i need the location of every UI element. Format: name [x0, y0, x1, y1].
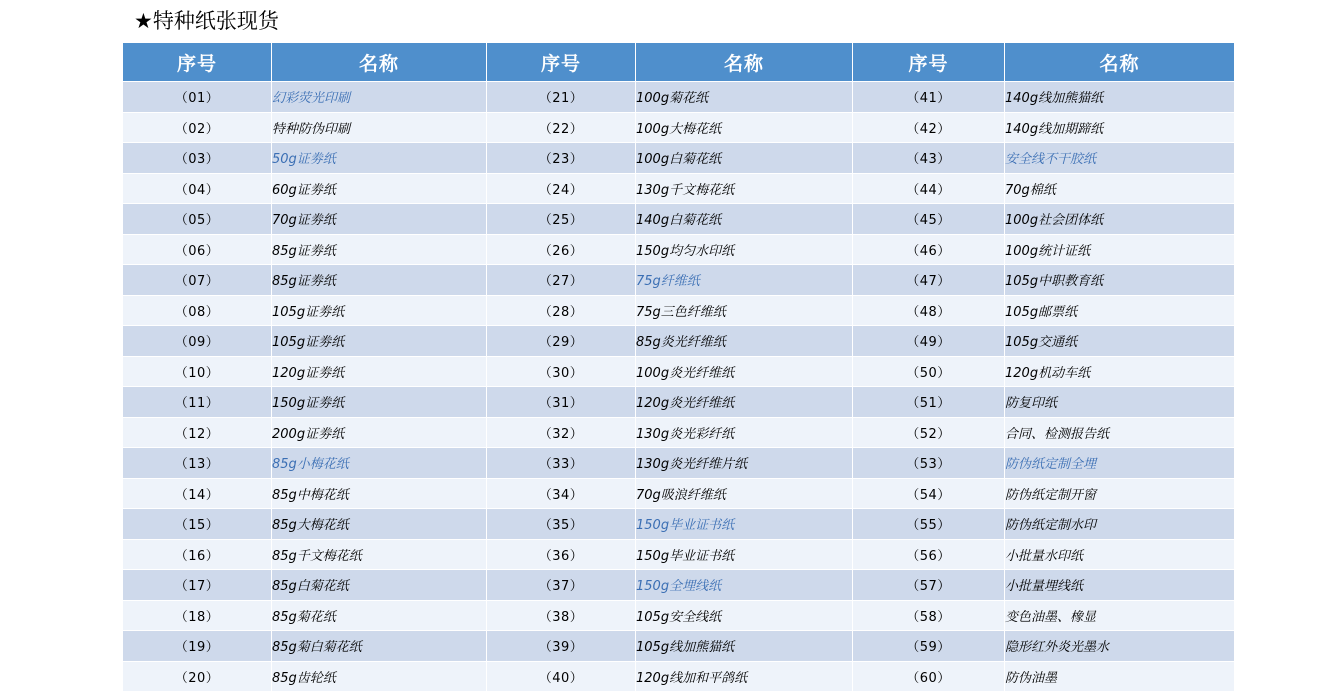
cell-index-1: （02）: [123, 112, 272, 143]
cell-name-1: 85g千文梅花纸: [272, 539, 487, 570]
column-header-name-1: 名称: [272, 43, 487, 82]
cell-index-2: （32）: [487, 417, 636, 448]
cell-index-1: （11）: [123, 387, 272, 418]
cell-name-1: 105g证劵纸: [272, 295, 487, 326]
table-row: [123, 295, 1235, 326]
cell-name-1: 150g证劵纸: [272, 387, 487, 418]
cell-index-1: （03）: [123, 143, 272, 174]
cell-name-1: 105g证劵纸: [272, 326, 487, 357]
cell-index-3: （43）: [853, 143, 1005, 174]
cell-name-2: 130g千文梅花纸: [636, 173, 853, 204]
cell-index-2: （39）: [487, 631, 636, 662]
cell-index-3: （55）: [853, 509, 1005, 540]
cell-name-1: 85g小梅花纸: [272, 448, 487, 479]
table-row: [123, 326, 1235, 357]
cell-index-2: （29）: [487, 326, 636, 357]
table-row: [123, 478, 1235, 509]
cell-index-1: （18）: [123, 600, 272, 631]
cell-name-1: 85g证劵纸: [272, 265, 487, 296]
cell-name-2: 75g三色纤维纸: [636, 295, 853, 326]
cell-name-1: 85g中梅花纸: [272, 478, 487, 509]
table-row: [123, 387, 1235, 418]
cell-name-1: 120g证劵纸: [272, 356, 487, 387]
cell-index-3: （58）: [853, 600, 1005, 631]
cell-name-3: 105g中职教育纸: [1005, 265, 1235, 296]
cell-index-1: （19）: [123, 631, 272, 662]
cell-name-2: 100g炎光纤维纸: [636, 356, 853, 387]
paper-stock-table: [122, 42, 1235, 692]
table-row: [123, 448, 1235, 479]
table-row: [123, 509, 1235, 540]
cell-index-1: （15）: [123, 509, 272, 540]
cell-index-3: （46）: [853, 234, 1005, 265]
table-row: [123, 661, 1235, 692]
cell-index-1: （08）: [123, 295, 272, 326]
cell-index-3: （45）: [853, 204, 1005, 235]
cell-name-1: 85g菊白菊花纸: [272, 631, 487, 662]
cell-index-2: （22）: [487, 112, 636, 143]
cell-index-2: （30）: [487, 356, 636, 387]
cell-name-1: 70g证劵纸: [272, 204, 487, 235]
cell-name-3: 100g统计证纸: [1005, 234, 1235, 265]
cell-name-3: 70g棉纸: [1005, 173, 1235, 204]
cell-name-3: 防复印纸: [1005, 387, 1235, 418]
cell-index-3: （54）: [853, 478, 1005, 509]
table-header: [123, 43, 1235, 82]
cell-index-3: （48）: [853, 295, 1005, 326]
cell-index-2: （26）: [487, 234, 636, 265]
cell-name-1: 50g证劵纸: [272, 143, 487, 174]
table-row: [123, 356, 1235, 387]
cell-name-3: 小批量埋线纸: [1005, 570, 1235, 601]
cell-name-2: 105g安全线纸: [636, 600, 853, 631]
cell-name-3: 变色油墨、橡显: [1005, 600, 1235, 631]
cell-index-2: （23）: [487, 143, 636, 174]
cell-name-1: 85g菊花纸: [272, 600, 487, 631]
cell-index-3: （52）: [853, 417, 1005, 448]
cell-index-2: （34）: [487, 478, 636, 509]
cell-index-1: （12）: [123, 417, 272, 448]
cell-name-3: 105g邮票纸: [1005, 295, 1235, 326]
cell-index-3: （41）: [853, 82, 1005, 113]
column-header-name-3: 名称: [1005, 43, 1235, 82]
cell-index-3: （42）: [853, 112, 1005, 143]
cell-index-1: （14）: [123, 478, 272, 509]
cell-index-1: （04）: [123, 173, 272, 204]
table-row: [123, 539, 1235, 570]
table-row: [123, 112, 1235, 143]
cell-name-3: 120g机动车纸: [1005, 356, 1235, 387]
cell-index-2: （33）: [487, 448, 636, 479]
cell-name-2: 105g线加熊猫纸: [636, 631, 853, 662]
cell-index-2: （36）: [487, 539, 636, 570]
cell-name-1: 200g证劵纸: [272, 417, 487, 448]
cell-name-2: 100g大梅花纸: [636, 112, 853, 143]
cell-index-3: （60）: [853, 661, 1005, 692]
cell-index-3: （47）: [853, 265, 1005, 296]
table-header-row: [123, 43, 1235, 82]
cell-index-1: （10）: [123, 356, 272, 387]
table-row: [123, 631, 1235, 662]
cell-name-3: 小批量水印纸: [1005, 539, 1235, 570]
cell-index-2: （40）: [487, 661, 636, 692]
cell-index-2: （37）: [487, 570, 636, 601]
cell-index-1: （09）: [123, 326, 272, 357]
table-row: [123, 173, 1235, 204]
column-header-index-3: 序号: [853, 43, 1005, 82]
cell-index-2: （27）: [487, 265, 636, 296]
cell-name-2: 70g吸浪纤维纸: [636, 478, 853, 509]
cell-name-1: 85g白菊花纸: [272, 570, 487, 601]
cell-index-2: （35）: [487, 509, 636, 540]
cell-index-3: （51）: [853, 387, 1005, 418]
column-header-name-2: 名称: [636, 43, 853, 82]
cell-index-2: （24）: [487, 173, 636, 204]
cell-name-2: 75g纤维纸: [636, 265, 853, 296]
cell-index-1: （07）: [123, 265, 272, 296]
cell-name-3: 隐形红外炎光墨水: [1005, 631, 1235, 662]
cell-name-2: 130g炎光彩纤纸: [636, 417, 853, 448]
cell-name-3: 合同、检测报告纸: [1005, 417, 1235, 448]
cell-index-1: （16）: [123, 539, 272, 570]
cell-name-1: 85g大梅花纸: [272, 509, 487, 540]
cell-name-2: 130g炎光纤维片纸: [636, 448, 853, 479]
cell-index-3: （57）: [853, 570, 1005, 601]
cell-name-3: 100g社会团体纸: [1005, 204, 1235, 235]
cell-name-2: 140g白菊花纸: [636, 204, 853, 235]
cell-name-2: 150g均匀水印纸: [636, 234, 853, 265]
cell-name-1: 85g证劵纸: [272, 234, 487, 265]
table-row: [123, 204, 1235, 235]
column-header-index-2: 序号: [487, 43, 636, 82]
cell-index-3: （59）: [853, 631, 1005, 662]
table-row: [123, 600, 1235, 631]
cell-index-2: （28）: [487, 295, 636, 326]
cell-name-2: 100g菊花纸: [636, 82, 853, 113]
cell-index-2: （21）: [487, 82, 636, 113]
table-row: [123, 82, 1235, 113]
cell-name-3: 105g交通纸: [1005, 326, 1235, 357]
cell-index-3: （53）: [853, 448, 1005, 479]
cell-index-1: （20）: [123, 661, 272, 692]
cell-index-1: （17）: [123, 570, 272, 601]
cell-name-3: 防伪纸定制水印: [1005, 509, 1235, 540]
table-row: [123, 570, 1235, 601]
cell-index-3: （49）: [853, 326, 1005, 357]
cell-name-2: 120g炎光纤维纸: [636, 387, 853, 418]
cell-index-1: （06）: [123, 234, 272, 265]
cell-name-3: 安全线不干胶纸: [1005, 143, 1235, 174]
cell-index-3: （50）: [853, 356, 1005, 387]
cell-name-1: 85g齿轮纸: [272, 661, 487, 692]
cell-index-1: （13）: [123, 448, 272, 479]
cell-name-1: 60g证劵纸: [272, 173, 487, 204]
table-body: [123, 82, 1235, 692]
cell-index-3: （56）: [853, 539, 1005, 570]
cell-name-2: 150g毕业证书纸: [636, 509, 853, 540]
cell-name-2: 120g线加和平鸽纸: [636, 661, 853, 692]
table-row: [123, 417, 1235, 448]
cell-name-3: 防伪纸定制开窗: [1005, 478, 1235, 509]
cell-name-3: 防伪纸定制全埋: [1005, 448, 1235, 479]
cell-index-2: （25）: [487, 204, 636, 235]
cell-index-2: （31）: [487, 387, 636, 418]
cell-name-3: 140g线加期蹄纸: [1005, 112, 1235, 143]
table-row: [123, 265, 1235, 296]
paper-stock-table-container: [122, 42, 1234, 692]
cell-name-2: 85g炎光纤维纸: [636, 326, 853, 357]
cell-index-2: （38）: [487, 600, 636, 631]
cell-name-3: 防伪油墨: [1005, 661, 1235, 692]
page-title: ★特种纸张现货: [134, 9, 279, 33]
cell-index-1: （01）: [123, 82, 272, 113]
cell-index-1: （05）: [123, 204, 272, 235]
cell-name-2: 150g全埋线纸: [636, 570, 853, 601]
cell-name-2: 150g毕业证书纸: [636, 539, 853, 570]
cell-name-3: 140g线加熊猫纸: [1005, 82, 1235, 113]
cell-name-2: 100g白菊花纸: [636, 143, 853, 174]
table-row: [123, 234, 1235, 265]
cell-name-1: 特种防伪印刷: [272, 112, 487, 143]
column-header-index-1: 序号: [123, 43, 272, 82]
table-row: [123, 143, 1235, 174]
cell-name-1: 幻彩荧光印刷: [272, 82, 487, 113]
cell-index-3: （44）: [853, 173, 1005, 204]
